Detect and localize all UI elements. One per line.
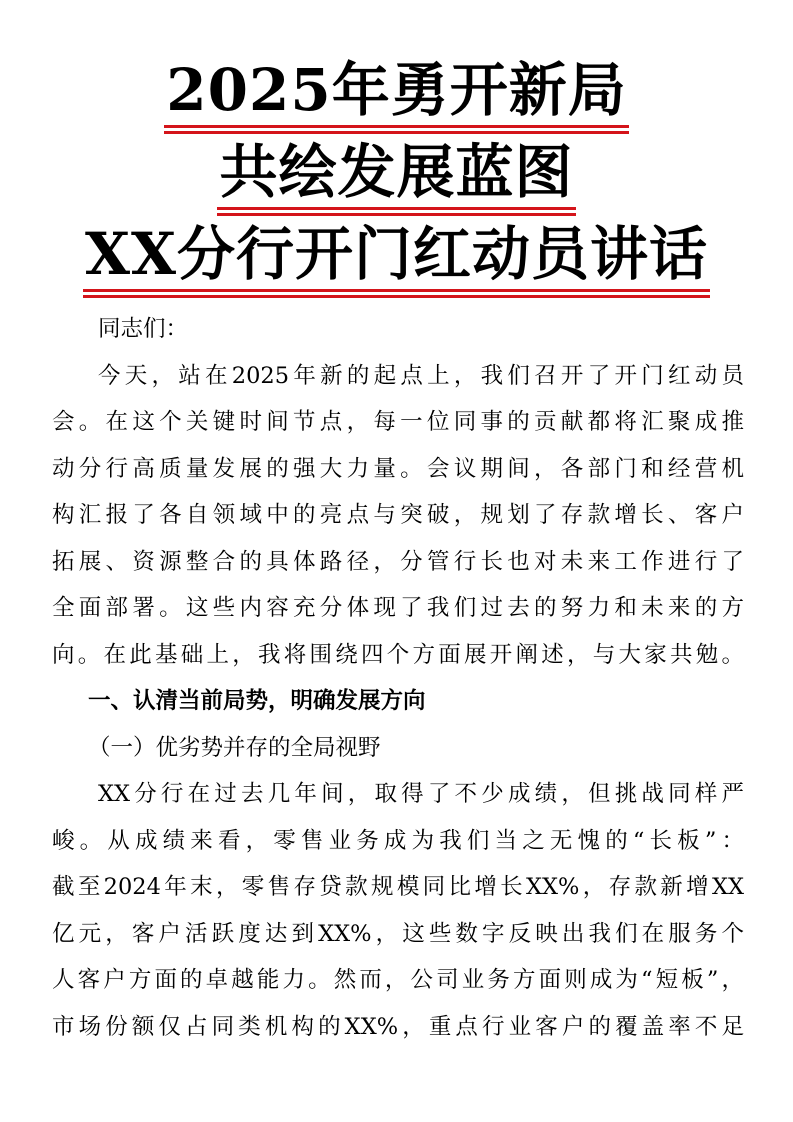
paragraph-1 xyxy=(52,353,744,679)
paragraph-line: 全面部署。这些内容充分体现了我们过去的努力和未来的方 xyxy=(52,595,744,621)
title-text-3: XX分行开门红动员讲话 xyxy=(83,222,710,292)
paragraph-2 xyxy=(52,771,744,1050)
title-line-2 xyxy=(0,140,793,210)
document-body xyxy=(52,306,744,1050)
paragraph-line: 动分行高质量发展的强大力量。会议期间，各部门和经营机 xyxy=(52,455,744,482)
subsection-heading: （一）优劣势并存的全局视野 xyxy=(88,734,381,761)
paragraph-line: 构汇报了各自领域中的亮点与突破，规划了存款增长、客户 xyxy=(52,502,744,528)
paragraph-line: 会。在这个关键时间节点，每一位同事的贡献都将汇聚成推 xyxy=(52,409,744,435)
paragraph-line: 市场份额仅占同类机构的XX%，重点行业客户的覆盖率不足 xyxy=(52,1013,744,1040)
title-text-2: 共绘发展蓝图 xyxy=(217,140,575,210)
title-line-1 xyxy=(0,58,793,128)
section-heading: 一、认清当前局势，明确发展方向 xyxy=(88,688,426,714)
salutation: 同志们： xyxy=(98,316,189,342)
paragraph-line: 今天，站在2025年新的起点上，我们召开了开门红动员 xyxy=(98,362,744,389)
title-text-1: 2025年勇开新局 xyxy=(164,58,628,128)
paragraph-line: 峻。从成绩来看，零售业务成为我们当之无愧的“长板”： xyxy=(52,827,744,854)
paragraph-line: 向。在此基础上，我将围绕四个方面展开阐述，与大家共勉。 xyxy=(52,641,744,668)
paragraph-line: 人客户方面的卓越能力。然而，公司业务方面则成为“短板”， xyxy=(52,967,744,993)
paragraph-line: XX分行在过去几年间，取得了不少成绩，但挑战同样严 xyxy=(98,781,744,807)
paragraph-line: 亿元，客户活跃度达到XX%，这些数字反映出我们在服务个 xyxy=(52,920,744,947)
title-line-3 xyxy=(0,222,793,292)
paragraph-line: 拓展、资源整合的具体路径，分管行长也对未来工作进行了 xyxy=(52,548,744,575)
paragraph-line: 截至2024年末，零售存贷款规模同比增长XX%，存款新增XX xyxy=(52,874,744,900)
